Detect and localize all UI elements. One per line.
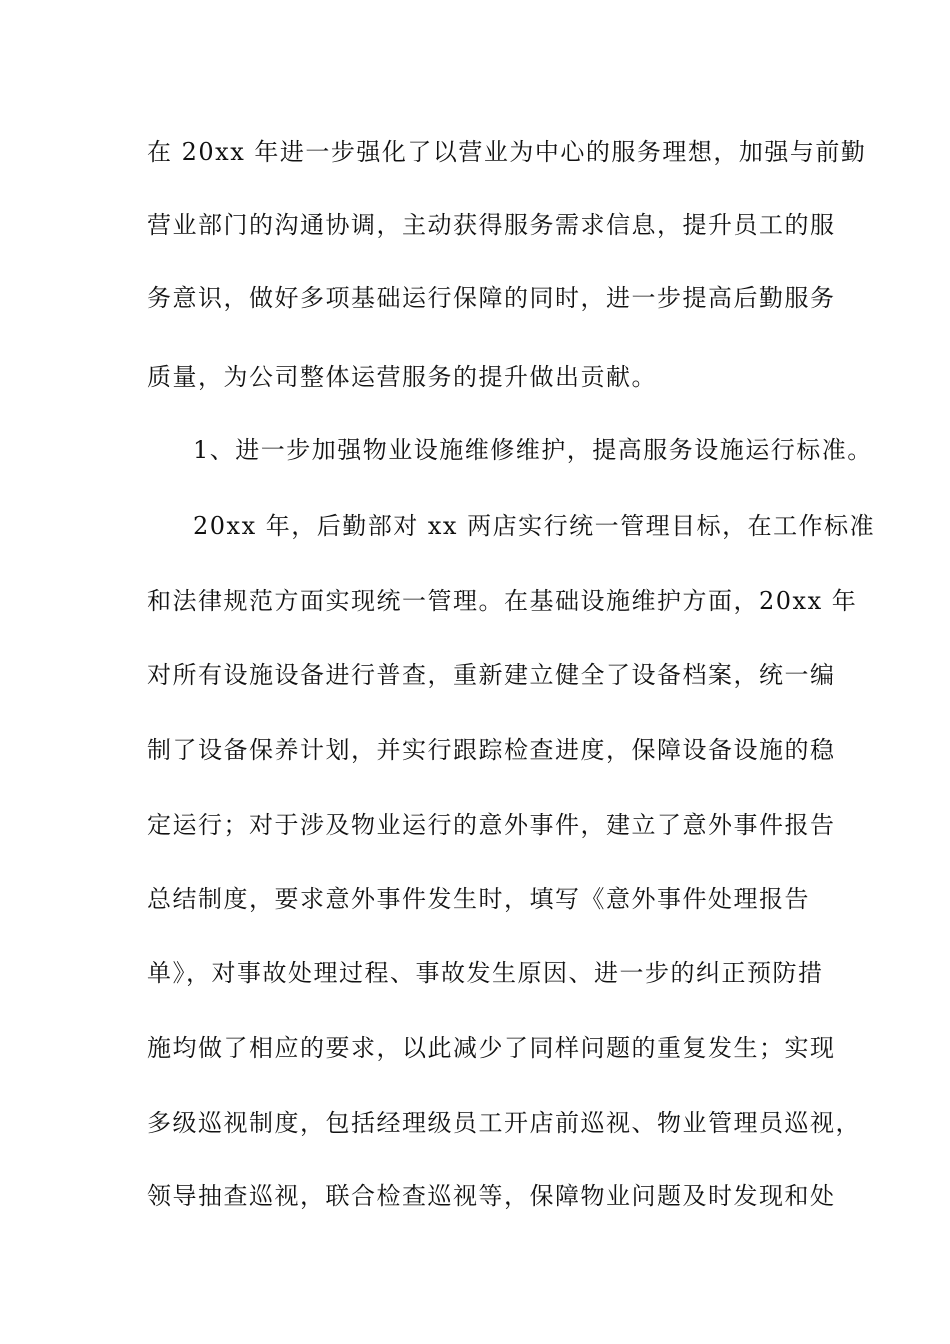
text-line: 在 20xx 年进一步强化了以营业为中心的服务理想，加强与前勤 xyxy=(147,138,867,166)
text-line: 对所有设施设备进行普查，重新建立健全了设备档案，统一编 xyxy=(147,661,836,689)
text-line: 和法律规范方面实现统一管理。在基础设施维护方面，20xx 年 xyxy=(147,587,858,615)
text-line: 质量，为公司整体运营服务的提升做出贡献。 xyxy=(147,363,657,391)
text-line: 多级巡视制度，包括经理级员工开店前巡视、物业管理员巡视， xyxy=(147,1109,861,1137)
text-line: 总结制度，要求意外事件发生时，填写《意外事件处理报告 xyxy=(147,885,810,913)
text-line: 务意识，做好多项基础运行保障的同时，进一步提高后勤服务 xyxy=(147,284,836,312)
section-heading: 1、进一步加强物业设施维修维护，提高服务设施运行标准。 xyxy=(193,436,873,464)
text-line: 营业部门的沟通协调，主动获得服务需求信息，提升员工的服 xyxy=(147,211,836,239)
text-line: 施均做了相应的要求，以此减少了同样问题的重复发生；实现 xyxy=(147,1034,836,1062)
text-line: 单》，对事故处理过程、事故发生原因、进一步的纠正预防措 xyxy=(147,959,824,987)
text-line: 20xx 年，后勤部对 xx 两店实行统一管理目标，在工作标准 xyxy=(193,512,876,540)
text-line: 领导抽查巡视，联合检查巡视等，保障物业问题及时发现和处 xyxy=(147,1182,836,1210)
text-line: 制了设备保养计划，并实行跟踪检查进度，保障设备设施的稳 xyxy=(147,736,836,764)
text-line: 定运行；对于涉及物业运行的意外事件，建立了意外事件报告 xyxy=(147,811,836,839)
